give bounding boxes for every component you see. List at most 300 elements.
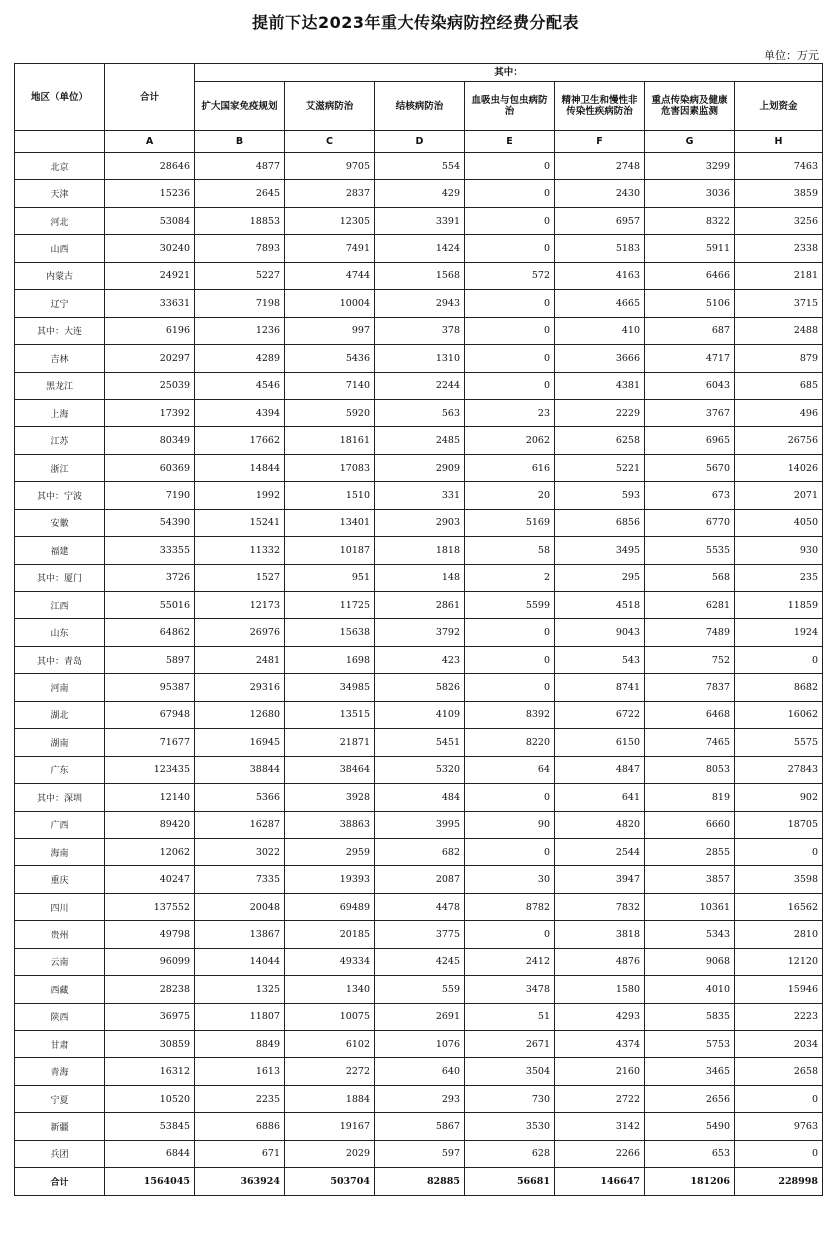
value-cell: 5575 bbox=[735, 729, 823, 756]
table-row bbox=[15, 756, 823, 783]
value-cell: 24921 bbox=[105, 262, 195, 289]
region-cell: 福建 bbox=[15, 537, 105, 564]
header-letter: C bbox=[285, 131, 375, 153]
value-cell: 14026 bbox=[735, 454, 823, 481]
value-cell: 2181 bbox=[735, 262, 823, 289]
value-cell: 2691 bbox=[375, 1003, 465, 1030]
value-cell: 2272 bbox=[285, 1058, 375, 1085]
value-cell: 2338 bbox=[735, 235, 823, 262]
value-cell: 16062 bbox=[735, 701, 823, 728]
value-cell: 1236 bbox=[195, 317, 285, 344]
region-cell: 青海 bbox=[15, 1058, 105, 1085]
value-cell: 3504 bbox=[465, 1058, 555, 1085]
table-row bbox=[15, 948, 823, 975]
value-cell: 17662 bbox=[195, 427, 285, 454]
value-cell: 4293 bbox=[555, 1003, 645, 1030]
table-row bbox=[15, 509, 823, 536]
region-cell: 河北 bbox=[15, 207, 105, 234]
value-cell: 616 bbox=[465, 454, 555, 481]
value-cell: 2412 bbox=[465, 948, 555, 975]
value-cell: 2481 bbox=[195, 646, 285, 673]
value-cell: 3928 bbox=[285, 784, 375, 811]
value-cell: 11725 bbox=[285, 592, 375, 619]
value-cell: 685 bbox=[735, 372, 823, 399]
value-cell: 2223 bbox=[735, 1003, 823, 1030]
value-cell: 7491 bbox=[285, 235, 375, 262]
value-cell: 1580 bbox=[555, 976, 645, 1003]
table-row bbox=[15, 784, 823, 811]
header-letter: A bbox=[105, 131, 195, 153]
value-cell: 13401 bbox=[285, 509, 375, 536]
value-cell: 295 bbox=[555, 564, 645, 591]
value-cell: 20 bbox=[465, 482, 555, 509]
value-cell: 38464 bbox=[285, 756, 375, 783]
value-cell: 5169 bbox=[465, 509, 555, 536]
value-cell: 2722 bbox=[555, 1085, 645, 1112]
value-cell: 7489 bbox=[645, 619, 735, 646]
value-cell: 819 bbox=[645, 784, 735, 811]
value-cell: 2903 bbox=[375, 509, 465, 536]
table-row bbox=[15, 1113, 823, 1140]
value-cell: 8741 bbox=[555, 674, 645, 701]
value-cell: 6150 bbox=[555, 729, 645, 756]
table-row bbox=[15, 427, 823, 454]
region-cell: 其中：大连 bbox=[15, 317, 105, 344]
value-cell: 15236 bbox=[105, 180, 195, 207]
table-row bbox=[15, 619, 823, 646]
value-cell: 146647 bbox=[555, 1168, 645, 1195]
value-cell: 7465 bbox=[645, 729, 735, 756]
value-cell: 2160 bbox=[555, 1058, 645, 1085]
table-row bbox=[15, 976, 823, 1003]
value-cell: 4518 bbox=[555, 592, 645, 619]
table-row bbox=[15, 811, 823, 838]
value-cell: 7832 bbox=[555, 893, 645, 920]
value-cell: 628 bbox=[465, 1140, 555, 1167]
value-cell: 20048 bbox=[195, 893, 285, 920]
value-cell: 8849 bbox=[195, 1031, 285, 1058]
region-cell: 新疆 bbox=[15, 1113, 105, 1140]
value-cell: 49334 bbox=[285, 948, 375, 975]
region-cell: 陕西 bbox=[15, 1003, 105, 1030]
header-letter: D bbox=[375, 131, 465, 153]
value-cell: 2837 bbox=[285, 180, 375, 207]
value-cell: 64862 bbox=[105, 619, 195, 646]
value-cell: 58 bbox=[465, 537, 555, 564]
value-cell: 4744 bbox=[285, 262, 375, 289]
region-cell: 河南 bbox=[15, 674, 105, 701]
value-cell: 18161 bbox=[285, 427, 375, 454]
value-cell: 7837 bbox=[645, 674, 735, 701]
header-letter: B bbox=[195, 131, 285, 153]
value-cell: 82885 bbox=[375, 1168, 465, 1195]
value-cell: 363924 bbox=[195, 1168, 285, 1195]
value-cell: 1325 bbox=[195, 976, 285, 1003]
table-row bbox=[15, 921, 823, 948]
value-cell: 3036 bbox=[645, 180, 735, 207]
value-cell: 14844 bbox=[195, 454, 285, 481]
value-cell: 0 bbox=[465, 153, 555, 180]
value-cell: 13515 bbox=[285, 701, 375, 728]
table-row bbox=[15, 1140, 823, 1167]
value-cell: 2244 bbox=[375, 372, 465, 399]
region-cell: 浙江 bbox=[15, 454, 105, 481]
value-cell: 4010 bbox=[645, 976, 735, 1003]
value-cell: 5343 bbox=[645, 921, 735, 948]
value-cell: 0 bbox=[465, 235, 555, 262]
value-cell: 28646 bbox=[105, 153, 195, 180]
value-cell: 6886 bbox=[195, 1113, 285, 1140]
value-cell: 2229 bbox=[555, 399, 645, 426]
value-cell: 9068 bbox=[645, 948, 735, 975]
value-cell: 4847 bbox=[555, 756, 645, 783]
value-cell: 5599 bbox=[465, 592, 555, 619]
region-cell: 吉林 bbox=[15, 345, 105, 372]
value-cell: 2810 bbox=[735, 921, 823, 948]
value-cell: 7198 bbox=[195, 290, 285, 317]
value-cell: 2 bbox=[465, 564, 555, 591]
value-cell: 902 bbox=[735, 784, 823, 811]
value-cell: 3666 bbox=[555, 345, 645, 372]
value-cell: 181206 bbox=[645, 1168, 735, 1195]
value-cell: 26756 bbox=[735, 427, 823, 454]
value-cell: 4546 bbox=[195, 372, 285, 399]
value-cell: 13867 bbox=[195, 921, 285, 948]
value-cell: 1924 bbox=[735, 619, 823, 646]
value-cell: 19393 bbox=[285, 866, 375, 893]
value-cell: 3775 bbox=[375, 921, 465, 948]
value-cell: 23 bbox=[465, 399, 555, 426]
value-cell: 378 bbox=[375, 317, 465, 344]
value-cell: 7463 bbox=[735, 153, 823, 180]
table-row bbox=[15, 866, 823, 893]
value-cell: 6281 bbox=[645, 592, 735, 619]
value-cell: 10187 bbox=[285, 537, 375, 564]
value-cell: 2671 bbox=[465, 1031, 555, 1058]
region-cell: 海南 bbox=[15, 838, 105, 865]
value-cell: 5826 bbox=[375, 674, 465, 701]
region-cell: 宁夏 bbox=[15, 1085, 105, 1112]
value-cell: 2656 bbox=[645, 1085, 735, 1112]
value-cell: 1076 bbox=[375, 1031, 465, 1058]
value-cell: 2062 bbox=[465, 427, 555, 454]
value-cell: 3726 bbox=[105, 564, 195, 591]
table-row bbox=[15, 262, 823, 289]
value-cell: 51 bbox=[465, 1003, 555, 1030]
region-cell: 重庆 bbox=[15, 866, 105, 893]
region-cell: 其中：深圳 bbox=[15, 784, 105, 811]
value-cell: 1310 bbox=[375, 345, 465, 372]
region-cell: 江西 bbox=[15, 592, 105, 619]
value-cell: 2544 bbox=[555, 838, 645, 865]
value-cell: 0 bbox=[465, 674, 555, 701]
value-cell: 641 bbox=[555, 784, 645, 811]
value-cell: 1568 bbox=[375, 262, 465, 289]
value-cell: 2861 bbox=[375, 592, 465, 619]
value-cell: 543 bbox=[555, 646, 645, 673]
table-row bbox=[15, 1058, 823, 1085]
region-cell: 其中：宁波 bbox=[15, 482, 105, 509]
value-cell: 12173 bbox=[195, 592, 285, 619]
header-col-f: 精神卫生和慢性非传染性疾病防治 bbox=[555, 82, 645, 131]
value-cell: 3478 bbox=[465, 976, 555, 1003]
value-cell: 1510 bbox=[285, 482, 375, 509]
table-row bbox=[15, 592, 823, 619]
value-cell: 0 bbox=[465, 646, 555, 673]
value-cell: 40247 bbox=[105, 866, 195, 893]
value-cell: 11807 bbox=[195, 1003, 285, 1030]
page-title: 提前下达2023年重大传染病防控经费分配表 bbox=[251, 13, 580, 32]
region-cell: 江苏 bbox=[15, 427, 105, 454]
value-cell: 71677 bbox=[105, 729, 195, 756]
value-cell: 730 bbox=[465, 1085, 555, 1112]
table-row bbox=[15, 537, 823, 564]
value-cell: 4245 bbox=[375, 948, 465, 975]
table-row bbox=[15, 1031, 823, 1058]
value-cell: 1884 bbox=[285, 1085, 375, 1112]
value-cell: 0 bbox=[465, 345, 555, 372]
value-cell: 563 bbox=[375, 399, 465, 426]
value-cell: 0 bbox=[735, 838, 823, 865]
table-row bbox=[15, 674, 823, 701]
value-cell: 8392 bbox=[465, 701, 555, 728]
value-cell: 29316 bbox=[195, 674, 285, 701]
value-cell: 9763 bbox=[735, 1113, 823, 1140]
value-cell: 1564045 bbox=[105, 1168, 195, 1195]
value-cell: 69489 bbox=[285, 893, 375, 920]
value-cell: 53845 bbox=[105, 1113, 195, 1140]
table-row bbox=[15, 701, 823, 728]
table-row bbox=[15, 454, 823, 481]
value-cell: 8322 bbox=[645, 207, 735, 234]
value-cell: 3142 bbox=[555, 1113, 645, 1140]
value-cell: 2087 bbox=[375, 866, 465, 893]
value-cell: 4394 bbox=[195, 399, 285, 426]
value-cell: 16562 bbox=[735, 893, 823, 920]
region-cell: 合计 bbox=[15, 1168, 105, 1195]
value-cell: 56681 bbox=[465, 1168, 555, 1195]
value-cell: 2909 bbox=[375, 454, 465, 481]
value-cell: 137552 bbox=[105, 893, 195, 920]
value-cell: 572 bbox=[465, 262, 555, 289]
header-col-g: 重点传染病及健康危害因素监测 bbox=[645, 82, 735, 131]
value-cell: 6770 bbox=[645, 509, 735, 536]
table-row bbox=[15, 729, 823, 756]
value-cell: 3995 bbox=[375, 811, 465, 838]
value-cell: 10075 bbox=[285, 1003, 375, 1030]
region-cell: 辽宁 bbox=[15, 290, 105, 317]
value-cell: 429 bbox=[375, 180, 465, 207]
value-cell: 559 bbox=[375, 976, 465, 1003]
value-cell: 15638 bbox=[285, 619, 375, 646]
value-cell: 12140 bbox=[105, 784, 195, 811]
value-cell: 597 bbox=[375, 1140, 465, 1167]
value-cell: 6102 bbox=[285, 1031, 375, 1058]
value-cell: 0 bbox=[735, 1140, 823, 1167]
value-cell: 19167 bbox=[285, 1113, 375, 1140]
region-cell: 黑龙江 bbox=[15, 372, 105, 399]
value-cell: 5320 bbox=[375, 756, 465, 783]
value-cell: 235 bbox=[735, 564, 823, 591]
value-cell: 89420 bbox=[105, 811, 195, 838]
value-cell: 11859 bbox=[735, 592, 823, 619]
value-cell: 6965 bbox=[645, 427, 735, 454]
value-cell: 2430 bbox=[555, 180, 645, 207]
value-cell: 5106 bbox=[645, 290, 735, 317]
header-letter-blank bbox=[15, 131, 105, 153]
value-cell: 15241 bbox=[195, 509, 285, 536]
value-cell: 5227 bbox=[195, 262, 285, 289]
value-cell: 2645 bbox=[195, 180, 285, 207]
value-cell: 9043 bbox=[555, 619, 645, 646]
value-cell: 5451 bbox=[375, 729, 465, 756]
header-col-d: 结核病防治 bbox=[375, 82, 465, 131]
value-cell: 0 bbox=[465, 838, 555, 865]
value-cell: 997 bbox=[285, 317, 375, 344]
value-cell: 1424 bbox=[375, 235, 465, 262]
value-cell: 6196 bbox=[105, 317, 195, 344]
value-cell: 3857 bbox=[645, 866, 735, 893]
value-cell: 96099 bbox=[105, 948, 195, 975]
value-cell: 2235 bbox=[195, 1085, 285, 1112]
value-cell: 60369 bbox=[105, 454, 195, 481]
value-cell: 2029 bbox=[285, 1140, 375, 1167]
value-cell: 14044 bbox=[195, 948, 285, 975]
table-row bbox=[15, 153, 823, 180]
value-cell: 4050 bbox=[735, 509, 823, 536]
value-cell: 687 bbox=[645, 317, 735, 344]
value-cell: 15946 bbox=[735, 976, 823, 1003]
table-row bbox=[15, 290, 823, 317]
header-letter: E bbox=[465, 131, 555, 153]
value-cell: 879 bbox=[735, 345, 823, 372]
header-col-e: 血吸虫与包虫病防治 bbox=[465, 82, 555, 131]
value-cell: 4374 bbox=[555, 1031, 645, 1058]
value-cell: 3465 bbox=[645, 1058, 735, 1085]
value-cell: 752 bbox=[645, 646, 735, 673]
value-cell: 17392 bbox=[105, 399, 195, 426]
value-cell: 6043 bbox=[645, 372, 735, 399]
value-cell: 33355 bbox=[105, 537, 195, 564]
value-cell: 6856 bbox=[555, 509, 645, 536]
value-cell: 682 bbox=[375, 838, 465, 865]
region-cell: 贵州 bbox=[15, 921, 105, 948]
value-cell: 1613 bbox=[195, 1058, 285, 1085]
value-cell: 12062 bbox=[105, 838, 195, 865]
region-cell: 广西 bbox=[15, 811, 105, 838]
value-cell: 228998 bbox=[735, 1168, 823, 1195]
region-cell: 广东 bbox=[15, 756, 105, 783]
value-cell: 5436 bbox=[285, 345, 375, 372]
table-row bbox=[15, 372, 823, 399]
value-cell: 7893 bbox=[195, 235, 285, 262]
value-cell: 18705 bbox=[735, 811, 823, 838]
value-cell: 3767 bbox=[645, 399, 735, 426]
header-total: 合计 bbox=[105, 64, 195, 131]
value-cell: 410 bbox=[555, 317, 645, 344]
value-cell: 2266 bbox=[555, 1140, 645, 1167]
table-row bbox=[15, 345, 823, 372]
value-cell: 54390 bbox=[105, 509, 195, 536]
value-cell: 12680 bbox=[195, 701, 285, 728]
value-cell: 5897 bbox=[105, 646, 195, 673]
header-col-b: 扩大国家免疫规划 bbox=[195, 82, 285, 131]
region-cell: 天津 bbox=[15, 180, 105, 207]
value-cell: 5670 bbox=[645, 454, 735, 481]
header-letter: G bbox=[645, 131, 735, 153]
value-cell: 2748 bbox=[555, 153, 645, 180]
value-cell: 2034 bbox=[735, 1031, 823, 1058]
value-cell: 951 bbox=[285, 564, 375, 591]
value-cell: 1818 bbox=[375, 537, 465, 564]
value-cell: 0 bbox=[465, 619, 555, 646]
value-cell: 12120 bbox=[735, 948, 823, 975]
region-cell: 上海 bbox=[15, 399, 105, 426]
value-cell: 4876 bbox=[555, 948, 645, 975]
value-cell: 0 bbox=[465, 317, 555, 344]
region-cell: 西藏 bbox=[15, 976, 105, 1003]
value-cell: 3947 bbox=[555, 866, 645, 893]
value-cell: 17083 bbox=[285, 454, 375, 481]
value-cell: 36975 bbox=[105, 1003, 195, 1030]
value-cell: 30859 bbox=[105, 1031, 195, 1058]
value-cell: 5221 bbox=[555, 454, 645, 481]
value-cell: 5867 bbox=[375, 1113, 465, 1140]
value-cell: 6466 bbox=[645, 262, 735, 289]
header-region: 地区（单位） bbox=[15, 64, 105, 131]
value-cell: 3530 bbox=[465, 1113, 555, 1140]
value-cell: 3022 bbox=[195, 838, 285, 865]
value-cell: 4109 bbox=[375, 701, 465, 728]
value-cell: 4717 bbox=[645, 345, 735, 372]
value-cell: 423 bbox=[375, 646, 465, 673]
value-cell: 12305 bbox=[285, 207, 375, 234]
table-row bbox=[15, 838, 823, 865]
value-cell: 53084 bbox=[105, 207, 195, 234]
value-cell: 5535 bbox=[645, 537, 735, 564]
value-cell: 3299 bbox=[645, 153, 735, 180]
value-cell: 67948 bbox=[105, 701, 195, 728]
value-cell: 5911 bbox=[645, 235, 735, 262]
value-cell: 484 bbox=[375, 784, 465, 811]
value-cell: 5183 bbox=[555, 235, 645, 262]
value-cell: 6844 bbox=[105, 1140, 195, 1167]
value-cell: 554 bbox=[375, 153, 465, 180]
region-cell: 内蒙古 bbox=[15, 262, 105, 289]
value-cell: 16312 bbox=[105, 1058, 195, 1085]
value-cell: 6468 bbox=[645, 701, 735, 728]
value-cell: 16945 bbox=[195, 729, 285, 756]
value-cell: 7190 bbox=[105, 482, 195, 509]
region-cell: 其中：青岛 bbox=[15, 646, 105, 673]
value-cell: 0 bbox=[465, 784, 555, 811]
value-cell: 7140 bbox=[285, 372, 375, 399]
value-cell: 5835 bbox=[645, 1003, 735, 1030]
value-cell: 10520 bbox=[105, 1085, 195, 1112]
value-cell: 49798 bbox=[105, 921, 195, 948]
header-of-which: 其中： bbox=[195, 64, 823, 82]
value-cell: 3715 bbox=[735, 290, 823, 317]
region-cell: 其中：厦门 bbox=[15, 564, 105, 591]
value-cell: 1340 bbox=[285, 976, 375, 1003]
value-cell: 30240 bbox=[105, 235, 195, 262]
value-cell: 8220 bbox=[465, 729, 555, 756]
value-cell: 3256 bbox=[735, 207, 823, 234]
value-cell: 18853 bbox=[195, 207, 285, 234]
value-cell: 1992 bbox=[195, 482, 285, 509]
region-cell: 安徽 bbox=[15, 509, 105, 536]
value-cell: 3859 bbox=[735, 180, 823, 207]
